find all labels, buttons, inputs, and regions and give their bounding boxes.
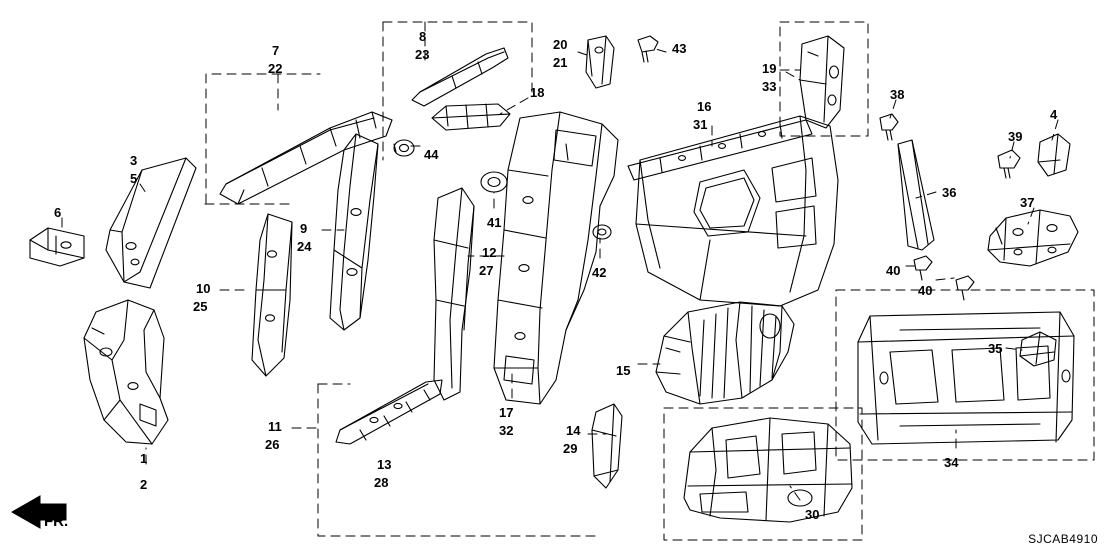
callout-32: 32 <box>499 423 514 438</box>
callout-35: 35 <box>988 341 1003 356</box>
callout-33: 33 <box>762 79 777 94</box>
callout-43: 43 <box>672 41 687 56</box>
callout-1: 1 <box>140 451 148 466</box>
callout-29: 29 <box>563 441 578 456</box>
callout-11: 11 <box>268 419 282 434</box>
callout-31: 31 <box>693 117 708 132</box>
callout-17: 17 <box>499 405 514 420</box>
callout-25: 25 <box>193 299 208 314</box>
front-direction-label: FR. <box>44 513 69 530</box>
callout-12: 12 <box>482 245 497 260</box>
callout-8: 8 <box>419 29 427 44</box>
callout-26: 26 <box>265 437 280 452</box>
callout-4: 4 <box>1050 107 1058 122</box>
callout-40-a: 40 <box>886 263 901 278</box>
callout-15: 15 <box>616 363 631 378</box>
callout-16: 16 <box>697 99 712 114</box>
callout-40-b: 40 <box>918 283 933 298</box>
callout-9: 9 <box>300 221 308 236</box>
callout-20: 20 <box>553 37 568 52</box>
callout-18: 18 <box>530 85 545 100</box>
callout-39: 39 <box>1008 129 1023 144</box>
callout-42: 42 <box>592 265 607 280</box>
callout-5: 5 <box>130 171 138 186</box>
callout-36: 36 <box>942 185 957 200</box>
callout-13: 13 <box>377 457 392 472</box>
callout-21: 21 <box>553 55 568 70</box>
callout-14: 14 <box>566 423 581 438</box>
callout-19: 19 <box>762 61 777 76</box>
callout-24: 24 <box>297 239 312 254</box>
diagram-code: SJCAB4910 <box>1028 532 1098 546</box>
callout-10: 10 <box>196 281 211 296</box>
callout-7: 7 <box>272 43 280 58</box>
callout-23: 23 <box>415 47 430 62</box>
callout-2: 2 <box>140 477 148 492</box>
callout-41: 41 <box>487 215 502 230</box>
callout-44: 44 <box>424 147 439 162</box>
callout-34: 34 <box>944 455 959 470</box>
callout-28: 28 <box>374 475 389 490</box>
callout-6: 6 <box>54 205 62 220</box>
callout-38: 38 <box>890 87 905 102</box>
callout-27: 27 <box>479 263 494 278</box>
callout-37: 37 <box>1020 195 1035 210</box>
callout-22: 22 <box>268 61 283 76</box>
callout-3: 3 <box>130 153 138 168</box>
callout-30: 30 <box>805 507 820 522</box>
